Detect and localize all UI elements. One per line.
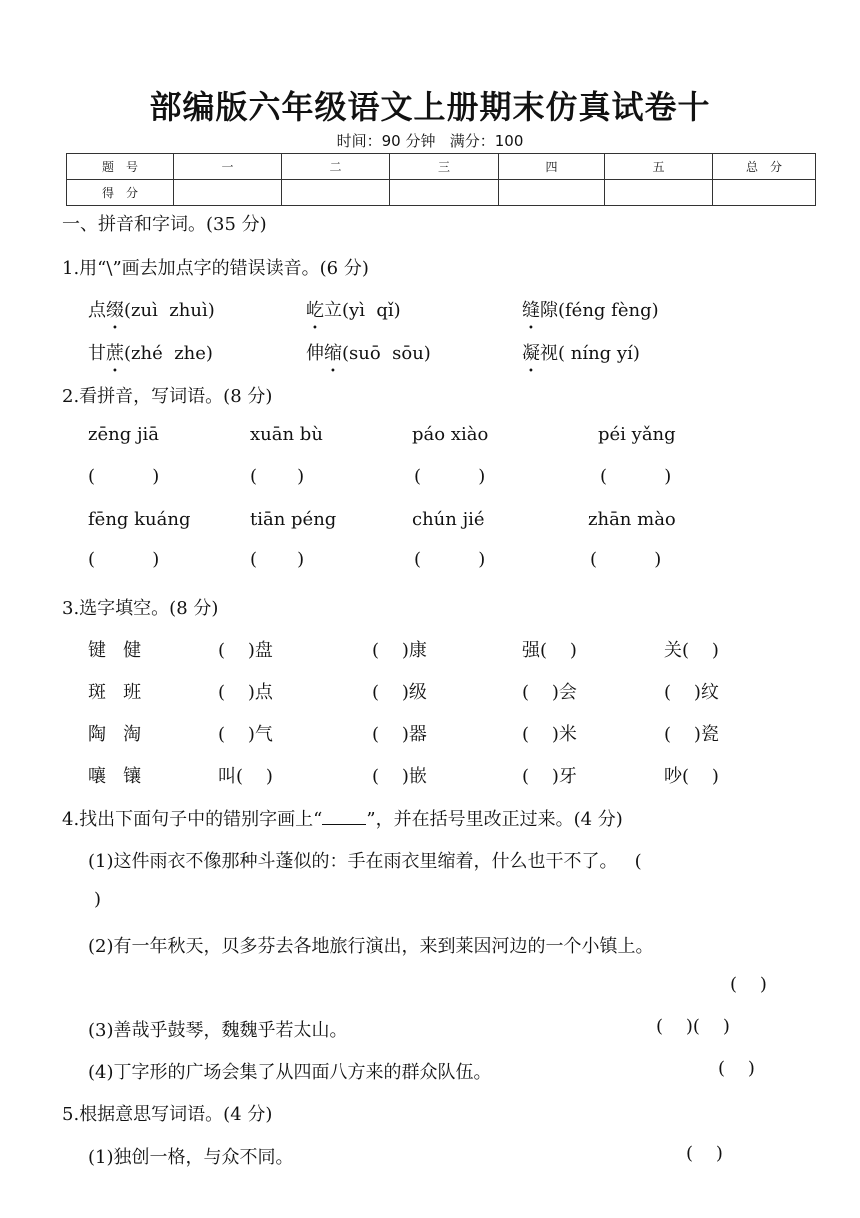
q2-pinyin: xuān bù xyxy=(250,424,323,445)
q1-dotted-char: 蔗 xyxy=(106,343,124,364)
q4-sentence: (4)丁字形的广场会集了从四面八方来的群众队伍。 xyxy=(88,1062,492,1083)
q4-answer-blank[interactable]: ) xyxy=(94,889,102,910)
q1-reading: 视( níng yí) xyxy=(540,343,640,364)
q1-dotted-char: 缀 xyxy=(106,300,124,321)
q1-item xyxy=(306,339,431,365)
q2-pinyin: páo xiào xyxy=(412,424,489,445)
q1-reading: 隙(féng fèng) xyxy=(540,300,659,321)
score-cell[interactable] xyxy=(390,180,499,206)
q4-answer-blank[interactable]: ( )( ) xyxy=(656,1016,730,1037)
q1-char: 点 xyxy=(88,300,106,321)
q2-answer-blank[interactable]: ( ) xyxy=(250,466,305,487)
score-row-label: 得 分 xyxy=(67,180,174,206)
q5-prompt: 5.根据意思写词语。(4 分) xyxy=(62,1104,273,1125)
score-header-cell: 总 分 xyxy=(713,154,816,180)
q3-blank[interactable]: ( )米 xyxy=(522,724,577,745)
score-cell[interactable] xyxy=(174,180,282,206)
q3-blank[interactable]: ( )点 xyxy=(218,682,273,703)
score-header-cell: 题 号 xyxy=(67,154,174,180)
q2-answer-blank[interactable]: ( ) xyxy=(600,466,672,487)
q5-sentence: (1)独创一格，与众不同。 xyxy=(88,1147,294,1168)
q3-blank[interactable]: ( )瓷 xyxy=(664,724,719,745)
q3-blank[interactable]: ( )会 xyxy=(522,682,577,703)
q2-answer-blank[interactable]: ( ) xyxy=(590,549,662,570)
q1-item xyxy=(522,296,659,322)
score-header-cell: 三 xyxy=(390,154,499,180)
q2-answer-blank[interactable]: ( ) xyxy=(414,466,486,487)
q4-prompt xyxy=(62,805,623,831)
q3-blank[interactable]: 强( ) xyxy=(522,640,577,661)
score-cell[interactable] xyxy=(282,180,390,206)
q3-char-pair: 键 健 xyxy=(88,640,142,661)
q4-prompt-start: 4.找出下面句子中的错别字画上“ xyxy=(62,809,323,830)
q3-char-pair: 斑 班 xyxy=(88,682,142,703)
score-cell[interactable] xyxy=(605,180,713,206)
q1-dotted-char: 屹 xyxy=(306,300,324,321)
q2-answer-blank[interactable]: ( ) xyxy=(250,549,305,570)
score-header-cell: 一 xyxy=(174,154,282,180)
q2-pinyin: tiān péng xyxy=(250,509,337,530)
q1-prompt: 1.用“\”画去加点字的错误读音。(6 分) xyxy=(62,258,369,279)
q1-dotted-char: 凝 xyxy=(522,343,540,364)
q1-reading: 立(yì qǐ) xyxy=(324,300,401,321)
q1-reading: (zuì zhuì) xyxy=(124,300,215,321)
q3-blank[interactable]: ( )器 xyxy=(372,724,427,745)
q4-sentence: (3)善哉乎鼓琴，魏魏乎若太山。 xyxy=(88,1020,348,1041)
q2-pinyin: zhān mào xyxy=(588,509,676,530)
q1-char: 伸 xyxy=(306,343,324,364)
q3-prompt: 3.选字填空。(8 分) xyxy=(62,598,219,619)
q1-item xyxy=(88,296,215,322)
q1-item xyxy=(522,339,640,365)
score-header-cell: 五 xyxy=(605,154,713,180)
score-table-score-row xyxy=(67,180,816,206)
q2-pinyin: chún jié xyxy=(412,509,485,530)
q4-prompt-end: ”，并在括号里改正过来。(4 分) xyxy=(366,809,623,830)
q1-reading: (suō sōu) xyxy=(342,343,431,364)
q4-sentence: (1)这件雨衣不像那种斗蓬似的：手在雨衣里缩着，什么也干不了。 ( xyxy=(88,851,642,872)
q2-answer-blank[interactable]: ( ) xyxy=(414,549,486,570)
score-header-cell: 四 xyxy=(499,154,605,180)
score-cell[interactable] xyxy=(499,180,605,206)
q3-blank[interactable]: 叫( ) xyxy=(218,766,273,787)
score-cell[interactable] xyxy=(713,180,816,206)
q3-char-pair: 陶 淘 xyxy=(88,724,142,745)
q1-char: 甘 xyxy=(88,343,106,364)
q3-blank[interactable]: 吵( ) xyxy=(664,766,719,787)
q2-answer-blank[interactable]: ( ) xyxy=(88,549,160,570)
q2-pinyin: péi yǎng xyxy=(598,424,676,445)
q3-blank[interactable]: 关( ) xyxy=(664,640,719,661)
q1-reading: (zhé zhe) xyxy=(124,343,213,364)
q5-answer-blank[interactable]: ( ) xyxy=(686,1143,723,1164)
score-table-header-row xyxy=(67,154,816,180)
q2-prompt: 2.看拼音，写词语。(8 分) xyxy=(62,386,273,407)
q4-answer-blank[interactable]: ( ) xyxy=(718,1058,755,1079)
q3-blank[interactable]: ( )嵌 xyxy=(372,766,427,787)
q1-dotted-char: 缩 xyxy=(324,343,342,364)
q2-pinyin: zēng jiā xyxy=(88,424,160,445)
q1-item xyxy=(88,339,213,365)
q3-blank[interactable]: ( )气 xyxy=(218,724,273,745)
score-table xyxy=(66,153,816,206)
q2-pinyin: fēng kuáng xyxy=(88,509,191,530)
q2-answer-blank[interactable]: ( ) xyxy=(88,466,160,487)
score-header-cell: 二 xyxy=(282,154,390,180)
q4-sentence: (2)有一年秋天，贝多芬去各地旅行演出，来到莱因河边的一个小镇上。 xyxy=(88,936,654,957)
q3-char-pair: 嚷 镶 xyxy=(88,766,142,787)
q3-blank[interactable]: ( )级 xyxy=(372,682,427,703)
q1-dotted-char: 缝 xyxy=(522,300,540,321)
page-title: 部编版六年级语文上册期末仿真试卷十 xyxy=(149,88,711,126)
q3-blank[interactable]: ( )康 xyxy=(372,640,427,661)
underline-mark xyxy=(322,810,366,825)
q3-blank[interactable]: ( )盘 xyxy=(218,640,273,661)
exam-info: 时间：90 分钟 满分：100 xyxy=(336,132,524,150)
q4-answer-blank[interactable]: ( ) xyxy=(730,974,767,995)
q1-item xyxy=(306,296,401,322)
part1-heading: 一、拼音和字词。(35 分) xyxy=(62,214,267,235)
q3-blank[interactable]: ( )牙 xyxy=(522,766,577,787)
q3-blank[interactable]: ( )纹 xyxy=(664,682,719,703)
